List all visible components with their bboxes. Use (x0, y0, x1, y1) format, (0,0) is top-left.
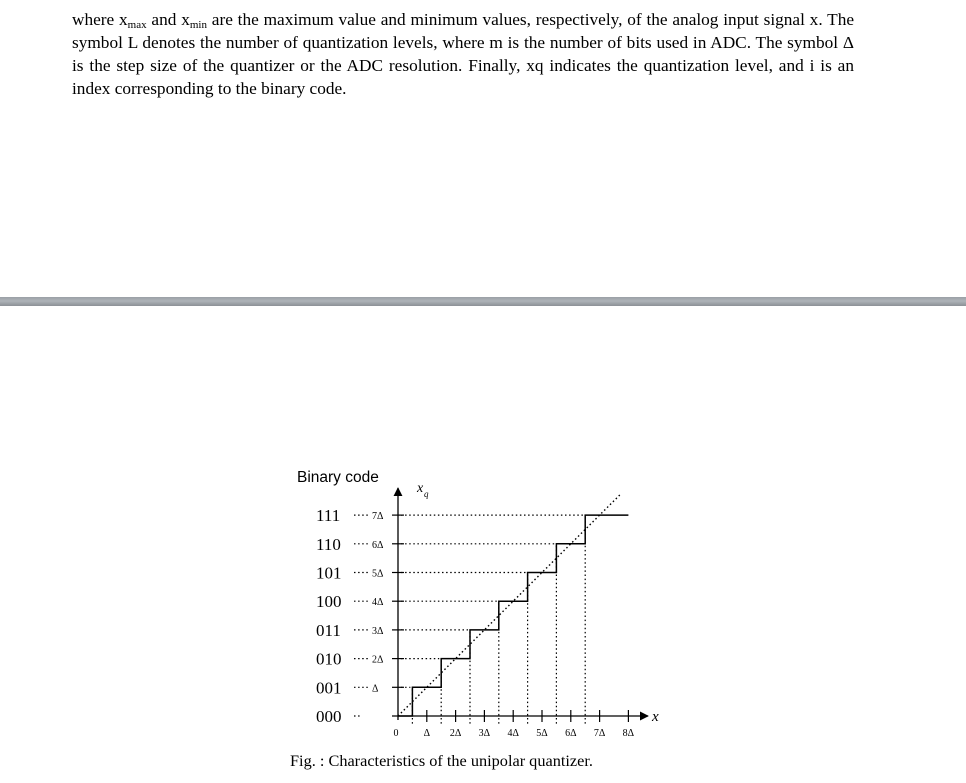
binary-code-label-7: 111 (316, 506, 341, 526)
paragraph-text-2: and x (146, 10, 190, 29)
binary-code-label-2: 010 (316, 649, 342, 669)
binary-code-label-0: 000 (316, 707, 342, 726)
x-tick-label-7: 7Δ (593, 728, 606, 739)
y-axis-label: x (417, 481, 424, 496)
binary-code-label-4: 100 (316, 592, 342, 612)
x-tick-label-4: 4Δ (507, 728, 519, 739)
x-tick-label-1: Δ (423, 728, 431, 739)
x-tick-label-0: 0 (393, 728, 399, 739)
binary-code-title: Binary code (297, 469, 379, 486)
binary-code-label-5: 101 (316, 563, 342, 583)
body-paragraph (72, 8, 854, 100)
x-tick-label-6: 6Δ (565, 728, 577, 739)
paragraph-text-1: where x (72, 10, 128, 29)
x-tick-label-2: 2Δ (449, 728, 462, 739)
x-tick-label-5: 5Δ (536, 728, 548, 739)
binary-code-label-6: 110 (316, 534, 341, 554)
quantizer-figure (270, 460, 690, 780)
subscript-min: min (189, 19, 207, 31)
staircase-line (398, 515, 628, 716)
x-tick-label-8: 8Δ (622, 728, 635, 739)
subscript-max: max (127, 19, 147, 31)
page-divider (0, 297, 966, 306)
binary-code-label-3: 011 (316, 620, 341, 640)
y-tick-label-3: 3Δ (372, 625, 384, 637)
y-tick-label-2: 2Δ (372, 654, 384, 666)
y-tick-label-7: 7Δ (372, 511, 384, 523)
binary-code-label-1: 001 (316, 678, 342, 698)
x-axis-label: x (652, 709, 659, 725)
y-tick-label-4: 4Δ (372, 597, 384, 609)
x-tick-label-3: 3Δ (478, 728, 491, 739)
figure-caption: Fig. : Characteristics of the unipolar quantizer. (290, 751, 593, 770)
quantizer-chart (270, 460, 690, 745)
y-tick-label-5: 5Δ (372, 568, 384, 580)
ideal-diagonal-line (398, 495, 620, 716)
y-tick-label-1: Δ (372, 683, 379, 695)
paragraph-text-3: are the maximum value and minimum values, respectively, of the analog input signal x. The symbol L denotes the number of quantization levels, where m is the number of bits used in ADC. The symbol Δ is the step size of the quantizer or the ADC resolution. Finally, xq indicates the quantization level, and i is an index corresponding to the binary code. (72, 10, 855, 98)
y-tick-label-6: 6Δ (372, 539, 384, 551)
y-axis-subscript: q (424, 489, 429, 499)
